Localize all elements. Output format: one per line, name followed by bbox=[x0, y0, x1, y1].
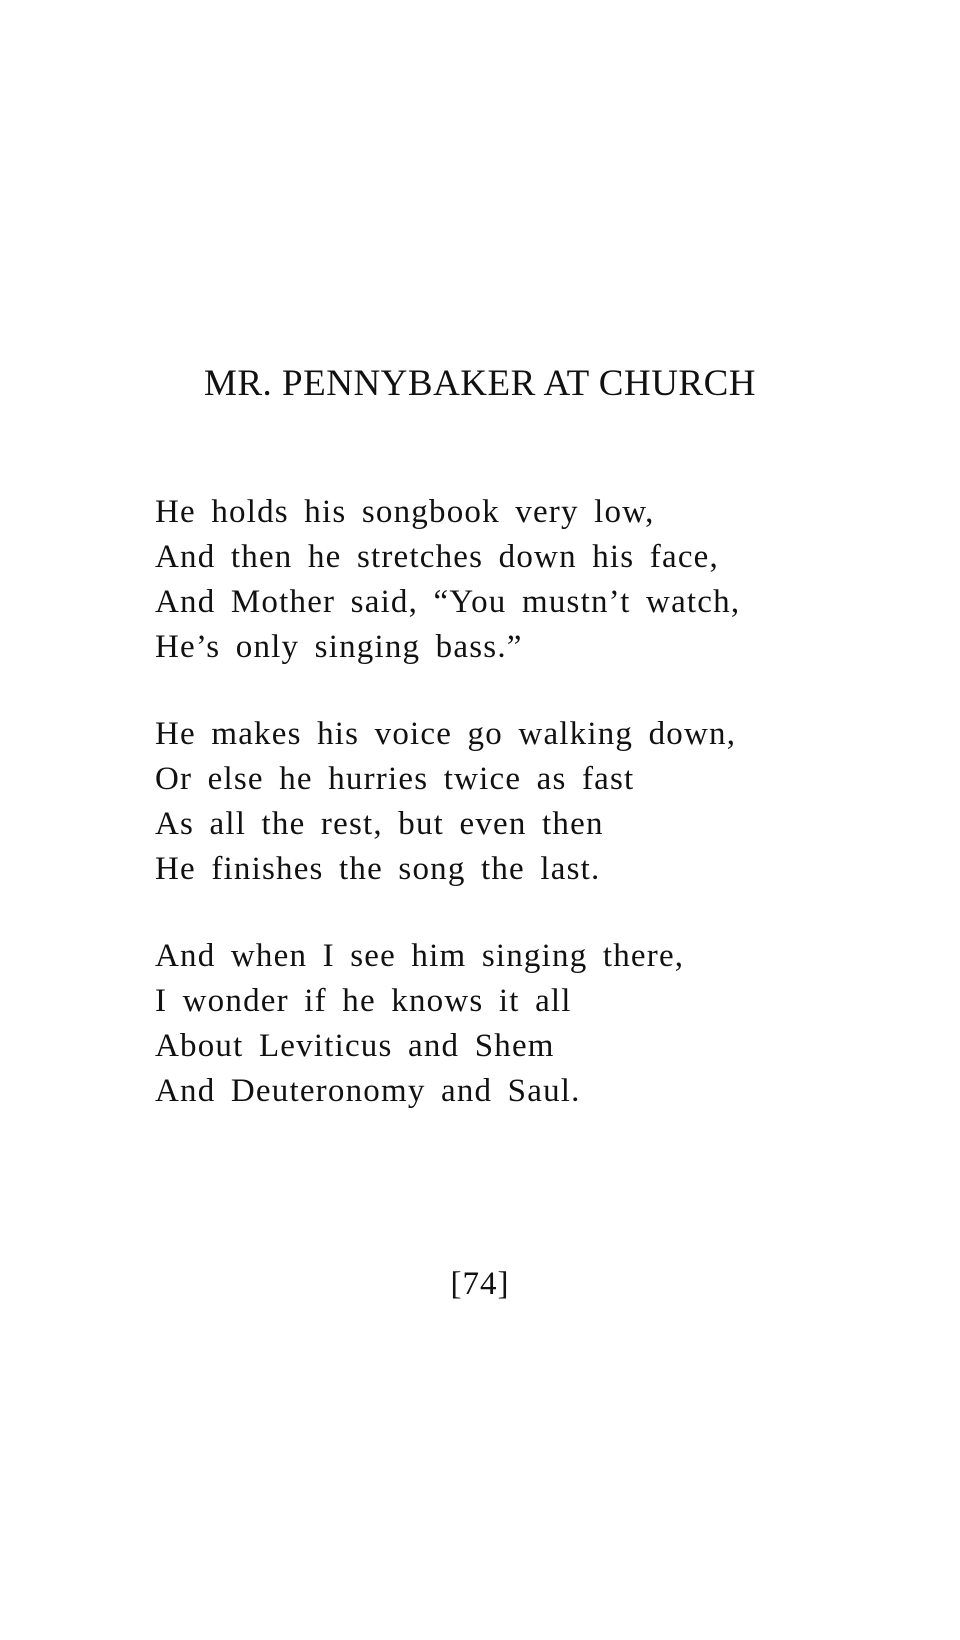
stanza-1 bbox=[155, 490, 875, 670]
poem-line: Or else he hurries twice as fast bbox=[155, 761, 635, 797]
poem-line: He finishes the song the last. bbox=[155, 851, 601, 887]
stanza-2 bbox=[155, 712, 875, 892]
poem-line: About Leviticus and Shem bbox=[155, 1028, 555, 1064]
poem-body bbox=[155, 490, 875, 1156]
stanza-3 bbox=[155, 934, 875, 1114]
poem-title: MR. PENNYBAKER AT CHURCH bbox=[203, 363, 757, 404]
poem-line: And Mother said, “You mustn’t watch, bbox=[155, 584, 741, 620]
poem-line: And then he stretches down his face, bbox=[155, 539, 719, 575]
poem-line: As all the rest, but even then bbox=[155, 806, 604, 842]
poem-line: I wonder if he knows it all bbox=[155, 983, 572, 1019]
poem-line: And Deuteronomy and Saul. bbox=[155, 1073, 581, 1109]
page-number: [74] bbox=[450, 1266, 510, 1302]
poem-line: And when I see him singing there, bbox=[155, 938, 685, 974]
poem-line: He makes his voice go walking down, bbox=[155, 716, 737, 752]
poem-line: He’s only singing bass.” bbox=[155, 629, 523, 665]
poem-line: He holds his songbook very low, bbox=[155, 494, 655, 530]
